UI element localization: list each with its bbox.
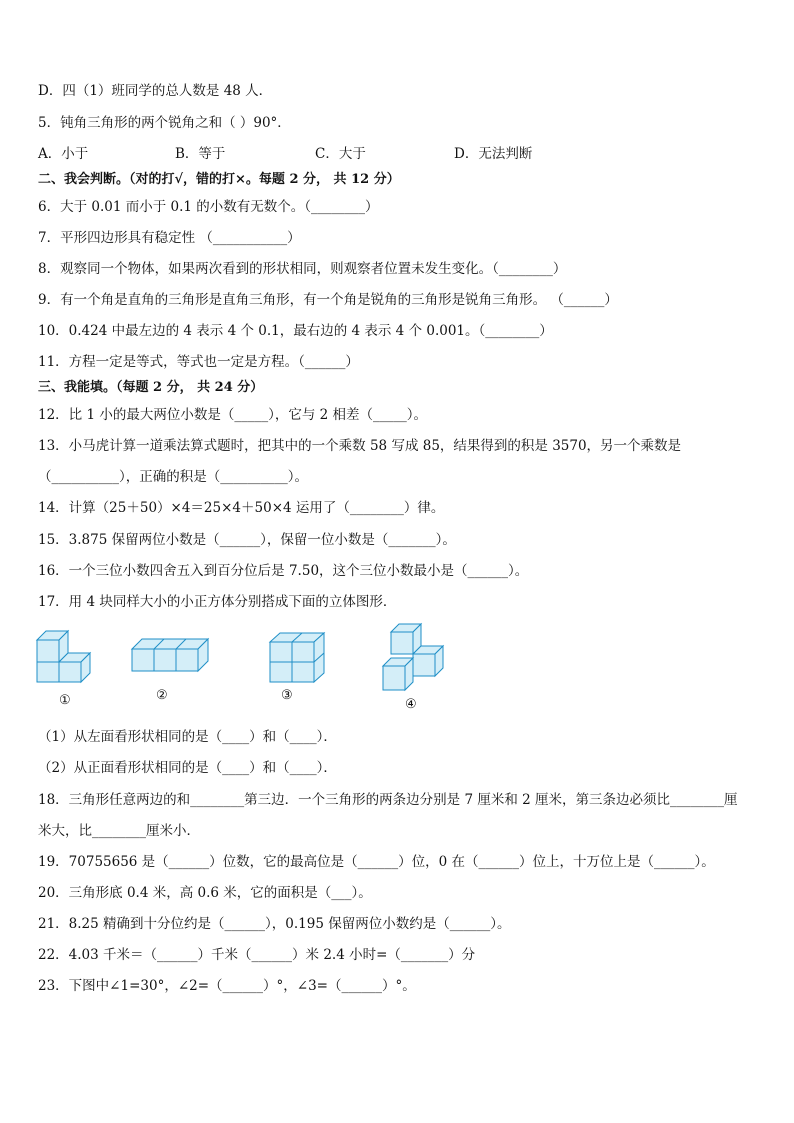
question-11: 11．方程一定是等式，等式也一定是方程。（______）: [38, 354, 359, 370]
cube-figure-4: [381, 622, 445, 692]
question-21: 21．8.25 精确到十分位约是（______），0.195 保留两位小数约是（______）。: [38, 916, 511, 932]
q5-option-c: C．大于: [315, 146, 366, 162]
figure-4-label: ④: [405, 697, 417, 712]
question-8: 8．观察同一个物体，如果两次看到的形状相同，则观察者位置未发生变化。（________）: [38, 261, 567, 277]
figure-3-label: ③: [281, 688, 293, 703]
figure-1-label: ①: [59, 693, 71, 708]
question-17-part-1: （1）从左面看形状相同的是（____）和（____）．: [38, 729, 337, 745]
question-9: 9．有一个角是直角的三角形是直角三角形，有一个角是锐角的三角形是锐角三角形。 （______）: [38, 292, 618, 308]
question-22: 22．4.03 千米＝（______）千米（______）米 2.4 小时=（_______）分: [38, 947, 476, 963]
question-13-line-1: 13．小马虎计算一道乘法算式题时，把其中的一个乘数 58 写成 85，结果得到的积是 3570，另一个乘数是: [38, 438, 682, 454]
question-10: 10．0.424 中最左边的 4 表示 4 个 0.1，最右边的 4 表示 4 个 0.001。（________）: [38, 323, 553, 339]
question-17-part-2: （2）从正面看形状相同的是（____）和（____）．: [38, 760, 337, 776]
section-3-heading: 三、我能填。（每题 2 分， 共 24 分）: [38, 380, 264, 395]
question-18-line-2: 米大，比________厘米小．: [38, 823, 200, 839]
question-12: 12．比 1 小的最大两位小数是（_____），它与 2 相差（_____）。: [38, 407, 428, 423]
q5-option-a: A．小于: [38, 146, 89, 162]
question-17: 17．用 4 块同样大小的小正方体分别搭成下面的立体图形．: [38, 594, 397, 610]
cube-figure-2: [130, 633, 214, 681]
cube-figure-3: [268, 630, 330, 684]
question-6: 6．大于 0.01 而小于 0.1 的小数有无数个。（________）: [38, 199, 379, 215]
d-option-line: D．四（1）班同学的总人数是 48 人．: [38, 83, 273, 99]
question-13-line-2: （__________），正确的积是（__________）。: [38, 469, 308, 485]
figure-2-label: ②: [156, 688, 168, 703]
question-16: 16．一个三位小数四舍五入到百分位后是 7.50，这个三位小数最小是（______）。: [38, 563, 529, 579]
section-2-heading: 二、我会判断。（对的打√，错的打×。每题 2 分， 共 12 分）: [38, 172, 400, 187]
question-7: 7．平形四边形具有稳定性 （___________）: [38, 230, 301, 246]
question-23: 23．下图中∠1=30°，∠2=（______）°，∠3=（______）°。: [38, 978, 416, 994]
question-15: 15．3.875 保留两位小数是（______），保留一位小数是（_______）。: [38, 532, 456, 548]
question-5: 5．钝角三角形的两个锐角之和（ ）90°．: [38, 115, 291, 131]
cube-figure-1: [35, 628, 97, 684]
q5-option-d: D．无法判断: [454, 146, 533, 162]
q5-option-b: B．等于: [175, 146, 226, 162]
question-20: 20．三角形底 0.4 米，高 0.6 米，它的面积是（___）。: [38, 885, 372, 901]
question-14: 14．计算（25＋50）×4＝25×4＋50×4 运用了（________）律。: [38, 500, 445, 516]
question-19: 19．70755656 是（______）位数，它的最高位是（______）位，0 在（______）位上，十万位上是（______）。: [38, 854, 715, 870]
question-18-line-1: 18．三角形任意两边的和________第三边．一个三角形的两条边分别是 7 厘米和 2 厘米，第三条边必须比________厘: [38, 792, 738, 808]
